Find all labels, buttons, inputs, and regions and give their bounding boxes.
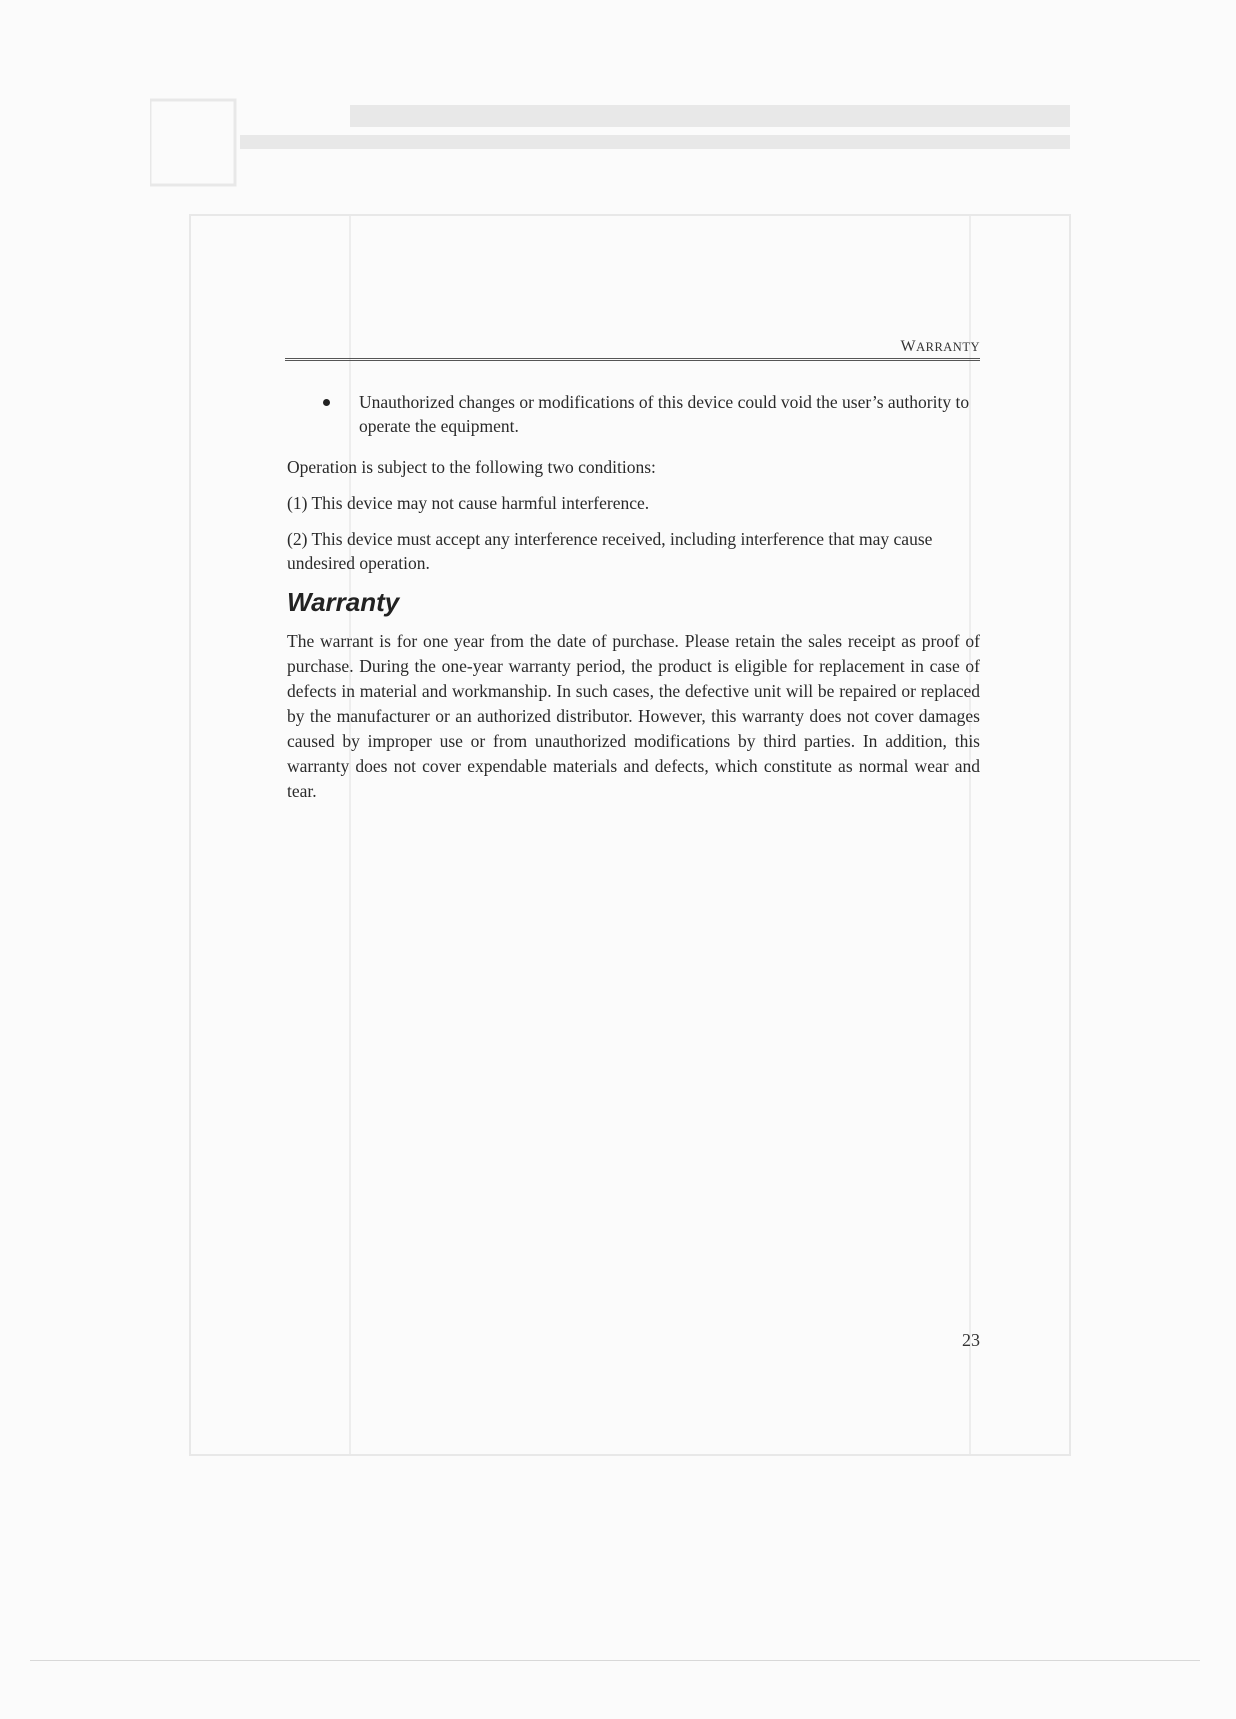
main-content	[287, 390, 980, 816]
bullet-text: Unauthorized changes or modifications of this device could void the user’s authority to operate the equipment.	[359, 392, 970, 436]
page-number: 23	[962, 1330, 980, 1350]
conditions-intro: Operation is subject to the following two conditions:	[287, 457, 656, 477]
running-header	[285, 338, 980, 356]
condition-2: (2) This device must accept any interference received, including interference that may cause undesired operation.	[287, 529, 933, 573]
bullet-icon	[323, 399, 330, 406]
section-heading: Warranty	[287, 587, 400, 617]
bullet-item	[287, 390, 980, 438]
page-edge-line	[30, 1660, 1200, 1661]
warranty-paragraph: The warrant is for one year from the date of purchase. Please retain the sales receipt as proof of purchase. During the one-year warranty period, the product is eligible for replacement in case of defects in material and workmanship. In such cases, the defective unit will be repaired or replaced by the manufacturer or an authorized distributor. However, this warranty does not cover damages caused by improper use or from unauthorized modifications by third parties. In addition, this warranty does not cover expendable materials and defects, which constitute as normal wear and tear.	[287, 631, 980, 801]
running-header-initial: W	[900, 338, 917, 355]
condition-1: (1) This device may not cause harmful interference.	[287, 493, 650, 513]
running-header-rest: ARRANTY	[916, 340, 980, 354]
header-rule	[285, 358, 980, 361]
